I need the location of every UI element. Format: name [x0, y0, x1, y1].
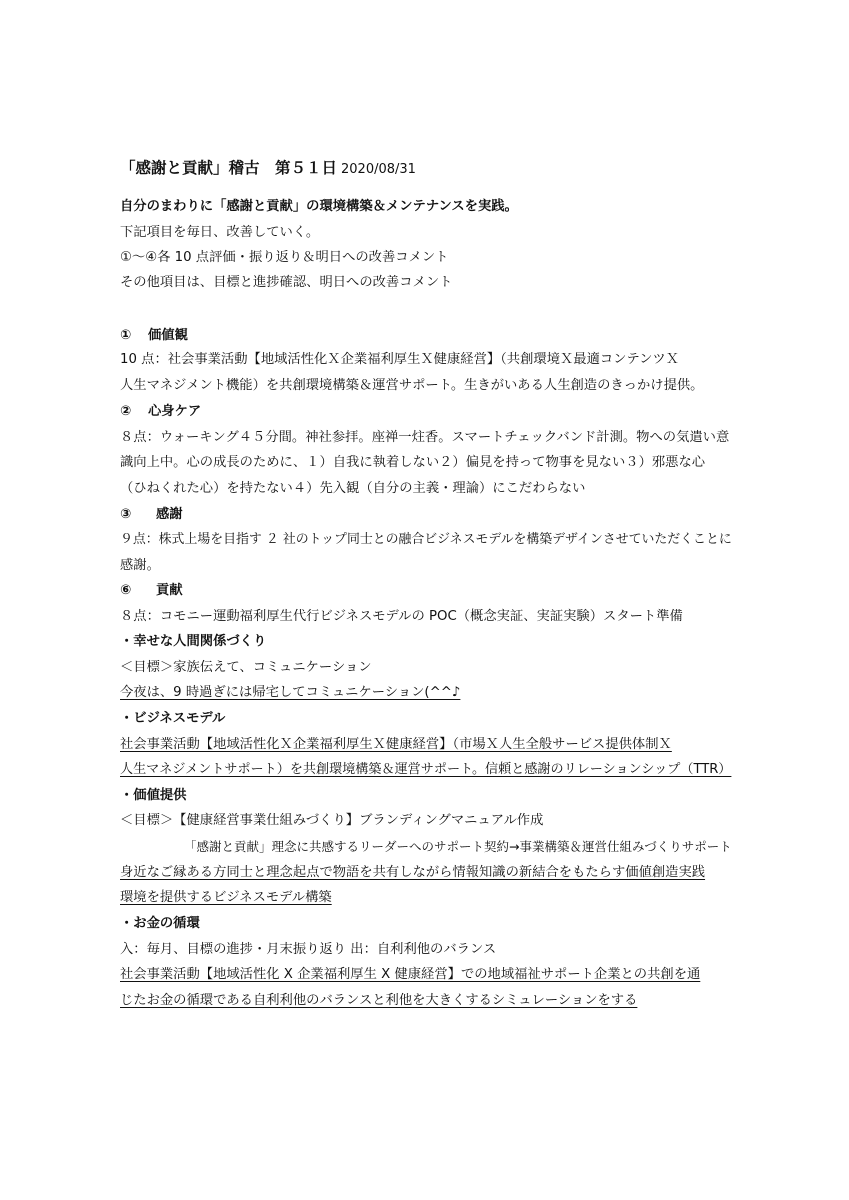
section-contribution-line-1: ８点：コモニー運動福利厚生代行ビジネスモデルの POC（概念実証、実証実験）スタート準備 — [120, 609, 683, 624]
section-gratitude-line-2: 感謝。 — [120, 558, 160, 573]
section-gratitude-num: ③ — [120, 507, 132, 522]
section-gratitude-title: 感謝 — [156, 507, 183, 522]
section-money-heading: ・お金の循環 — [120, 916, 200, 931]
section-business-line-1: 社会事業活動【地域活性化Ｘ企業福利厚生Ｘ健康経営】（市場Ｘ人生全般サービス提供体制Ｘ — [120, 737, 672, 752]
intro-line-4: その他項目は、目標と進捗確認、明日への改善コメント — [120, 275, 453, 290]
section-relations-line-1: ＜目標＞家族伝えて、コミュニケーション — [120, 660, 372, 675]
section-gratitude-heading — [120, 506, 183, 524]
section-money-line-3: じたお金の循環である自利利他のバランスと利他を大きくするシミュレーションをする — [120, 993, 638, 1008]
section-value-offer-heading: ・価値提供 — [120, 788, 187, 803]
section-value-offer-line-1: ＜目標＞【健康経営事業仕組みづくり】ブランディングマニュアル作成 — [120, 813, 544, 828]
section-relations-line-2: 今夜は、9 時過ぎには帰宅してコミュニケーション(^^♪ — [120, 685, 461, 700]
intro-line-3: ①～④各 10 点評価・振り返り＆明日への改善コメント — [120, 250, 449, 265]
intro-line-1: 自分のまわりに「感謝と貢献」の環境構築＆メンテナンスを実践。 — [120, 199, 518, 214]
section-business-line-2: 人生マネジメントサポート）を共創環境構築＆運営サポート。信頼と感謝のリレーションシップ（TTR） — [120, 762, 732, 777]
section-value-offer-line-2: 「感謝と貢献」理念に共感するリーダーへのサポート契約→事業構築＆運営仕組みづくりサポート — [184, 839, 732, 854]
section-business-heading: ・ビジネスモデル — [120, 711, 226, 726]
section-mindbody-num: ② — [120, 404, 132, 419]
title-date: 2020/08/31 — [341, 162, 416, 177]
section-values-heading — [120, 327, 188, 345]
section-contribution-heading — [120, 582, 183, 600]
section-money-line-1: 入：毎月、目標の進捗・月末振り返り 出：自利利他のバランス — [120, 942, 497, 957]
section-mindbody-title: 心身ケア — [148, 404, 202, 419]
section-value-offer-line-3: 身近なご縁ある方同士と理念起点で物語を共有しながら情報知識の新結合をもたらす価値創造実践 — [120, 865, 706, 880]
section-gratitude-line-1: ９点：株式上場を目指す ２ 社のトップ同士との融合ビジネスモデルを構築デザインさせていただくことに — [120, 532, 732, 547]
section-contribution-num: ⑥ — [120, 583, 132, 598]
section-values-line-2: 人生マネジメント機能）を共創環境構築＆運営サポート。生きがいある人生創造のきっかけ提供。 — [120, 378, 704, 393]
section-relations-heading: ・幸せな人間関係づくり — [120, 634, 267, 649]
section-values-line-1: 10 点：社会事業活動【地域活性化Ｘ企業福利厚生Ｘ健康経営】（共創環境Ｘ最適コンテンツＸ — [120, 352, 680, 367]
section-mindbody-line-1: ８点：ウォーキング４５分間。神社参拝。座禅一炷香。スマートチェックバンド計測。物への気遣い意 — [120, 430, 730, 445]
section-contribution-title: 貢献 — [156, 583, 183, 598]
section-value-offer-line-4: 環境を提供するビジネスモデル構築 — [120, 890, 332, 905]
section-money-line-2: 社会事業活動【地域活性化 X 企業福利厚生 X 健康経営】での地域福祉サポート企業との共創を通 — [120, 967, 701, 982]
section-mindbody-heading — [120, 403, 201, 421]
page-title — [120, 158, 416, 180]
section-values-num: ① — [120, 328, 132, 343]
intro-line-2: 下記項目を毎日、改善していく。 — [120, 225, 320, 240]
section-mindbody-line-2: 識向上中。心の成長のために、１）自我に執着しない２）偏見を持って物事を見ない３）邪悪な心 — [120, 455, 706, 470]
title-text: 「感謝と貢献」稽古 第５１日 — [120, 159, 338, 177]
section-values-title: 価値観 — [148, 328, 188, 343]
section-mindbody-line-3: （ひねくれた心）を持たない４）先入観（自分の主義・理論）にこだわらない — [120, 481, 586, 496]
